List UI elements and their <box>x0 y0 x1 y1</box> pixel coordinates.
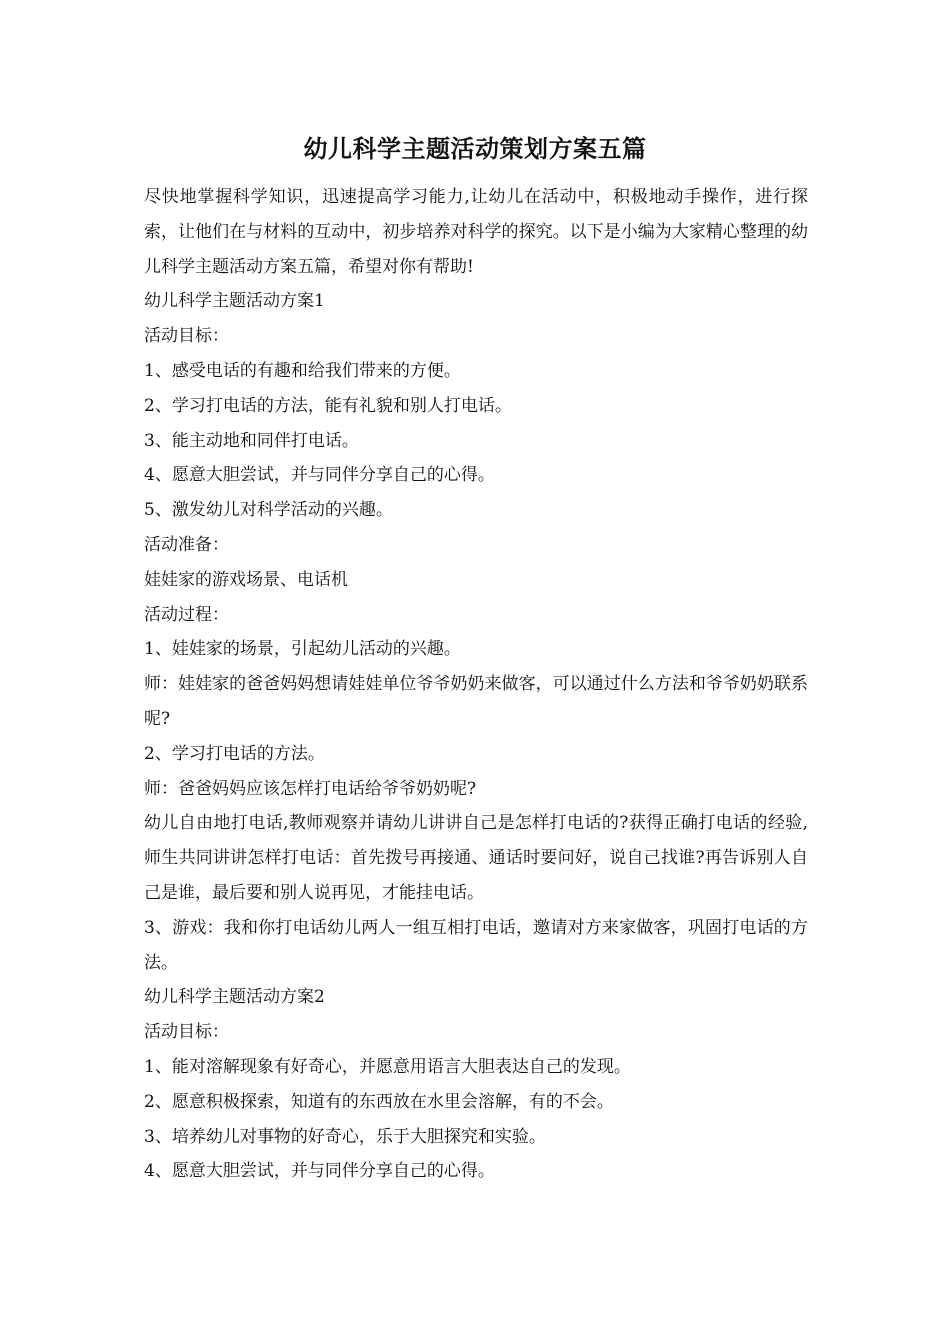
goal-item: 4、愿意大胆尝试，并与同伴分享自己的心得。 <box>144 1161 495 1182</box>
goal-item: 3、培养幼儿对事物的好奇心，乐于大胆探究和实验。 <box>144 1126 546 1147</box>
activity-goals-label: 活动目标： <box>144 326 229 347</box>
goal-item: 3、能主动地和同伴打电话。 <box>144 430 359 451</box>
section-heading-plan-2: 幼儿科学主题活动方案2 <box>144 987 325 1008</box>
activity-process-label: 活动过程： <box>144 604 229 625</box>
goal-item: 1、能对溶解现象有好奇心，并愿意用语言大胆表达自己的发现。 <box>144 1056 631 1077</box>
intro-paragraph: 尽快地掌握科学知识，迅速提高学习能力,让幼儿在活动中，积极地动手操作，进行探索，让他们在与材料的互动中，初步培养对科学的探究。以下是小编为大家精心整理的幼儿科学主题活动方案五篇，希望对你有帮助! <box>144 187 808 277</box>
process-step: 1、娃娃家的场景，引起幼儿活动的兴趣。 <box>144 639 461 660</box>
document-body <box>144 180 808 1189</box>
goal-item: 1、感受电话的有趣和给我们带来的方便。 <box>144 360 461 381</box>
process-text: 幼儿自由地打电话,教师观察并请幼儿讲讲自己是怎样打电话的?获得正确打电话的经验,师生共同讲讲怎样打电话：首先拨号再接通、通话时要问好，说自己找谁?再告诉别人自己是谁，最后要和别人说再见，才能挂电话。 <box>144 813 808 903</box>
preparation-text: 娃娃家的游戏场景、电话机 <box>144 569 348 590</box>
goal-item: 2、愿意积极探索，知道有的东西放在水里会溶解，有的不会。 <box>144 1091 614 1112</box>
activity-preparation-label: 活动准备： <box>144 534 229 555</box>
goal-item: 2、学习打电话的方法，能有礼貌和别人打电话。 <box>144 395 512 416</box>
process-step: 3、游戏：我和你打电话幼儿两人一组互相打电话，邀请对方来家做客，巩固打电话的方法。 <box>144 917 808 973</box>
process-text: 师：爸爸妈妈应该怎样打电话给爷爷奶奶呢? <box>144 778 477 799</box>
goal-item: 5、激发幼儿对科学活动的兴趣。 <box>144 500 393 521</box>
section-heading-plan-1: 幼儿科学主题活动方案1 <box>144 291 325 312</box>
activity-goals-label: 活动目标： <box>144 1022 229 1043</box>
goal-item: 4、愿意大胆尝试，并与同伴分享自己的心得。 <box>144 465 495 486</box>
process-text: 师：娃娃家的爸爸妈妈想请娃娃单位爷爷奶奶来做客，可以通过什么方法和爷爷奶奶联系呢? <box>144 674 808 729</box>
document-title: 幼儿科学主题活动策划方案五篇 <box>303 134 647 163</box>
process-step: 2、学习打电话的方法。 <box>144 743 325 764</box>
